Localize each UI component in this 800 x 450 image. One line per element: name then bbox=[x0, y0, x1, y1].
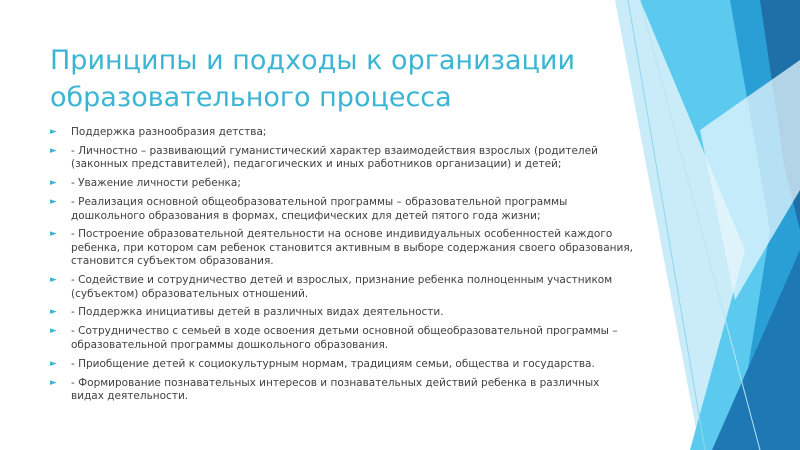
slide-title: Принципы и подходы к организации образовательного процесса bbox=[50, 45, 576, 113]
bullet-text: - Поддержка инициативы детей в различных видах деятельности. bbox=[71, 306, 444, 319]
bullet-item bbox=[50, 196, 635, 223]
bullet-item bbox=[50, 177, 635, 190]
bullet-arrow-icon: ► bbox=[50, 307, 57, 318]
bullet-item bbox=[50, 145, 635, 172]
bullet-item bbox=[50, 274, 635, 301]
bullet-arrow-icon: ► bbox=[50, 178, 57, 189]
bullet-item bbox=[50, 306, 635, 319]
bullet-arrow-icon: ► bbox=[50, 377, 57, 388]
bullet-text: - Сотрудничество с семьей в ходе освоения детьми основной общеобразовательной программы – образовательной программы дошкольного образования. bbox=[71, 325, 618, 351]
bullet-text: - Приобщение детей к социокультурным нормам, традициям семьи, общества и государства. bbox=[71, 357, 595, 370]
bullet-list bbox=[50, 126, 635, 409]
bullet-arrow-icon: ► bbox=[50, 197, 57, 208]
bullet-text: Поддержка разнообразия детства; bbox=[71, 126, 267, 138]
bullet-arrow-icon: ► bbox=[50, 275, 57, 286]
bullet-arrow-icon: ► bbox=[50, 145, 57, 156]
bullet-text: - Реализация основной общеобразовательной программы – образовательной программы дошкольного образования в формах, специфических для детей пятого года жизни; bbox=[71, 196, 568, 222]
bullet-arrow-icon: ► bbox=[50, 229, 57, 240]
bullet-text: - Формирование познавательных интересов и познавательных действий ребенка в различных видах деятельности. bbox=[71, 376, 600, 402]
bullet-arrow-icon: ► bbox=[50, 326, 57, 337]
bullet-text: - Построение образовательной деятельности на основе индивидуальных особенностей каждого ребенка, при котором сам ребенок становится активным в выборе содержания своего образования, становится субъектом образования. bbox=[71, 228, 633, 268]
bullet-item bbox=[50, 325, 635, 352]
bullet-text: - Содействие и сотрудничество детей и взрослых, признание ребенка полноценным участником (субъектом) образовательных отношений. bbox=[71, 274, 613, 300]
bullet-item bbox=[50, 377, 635, 404]
bullet-item bbox=[50, 228, 635, 268]
bullet-item bbox=[50, 126, 635, 139]
bullet-text: - Уважение личности ребенка; bbox=[71, 177, 241, 190]
bullet-arrow-icon: ► bbox=[50, 358, 57, 369]
bullet-text: - Личностно – развивающий гуманистический характер взаимодействия взрослых (родителей (законных представителей), педагогических и иных работников организации) и детей; bbox=[71, 144, 598, 171]
bullet-item bbox=[50, 358, 635, 371]
bullet-arrow-icon: ► bbox=[50, 127, 57, 137]
